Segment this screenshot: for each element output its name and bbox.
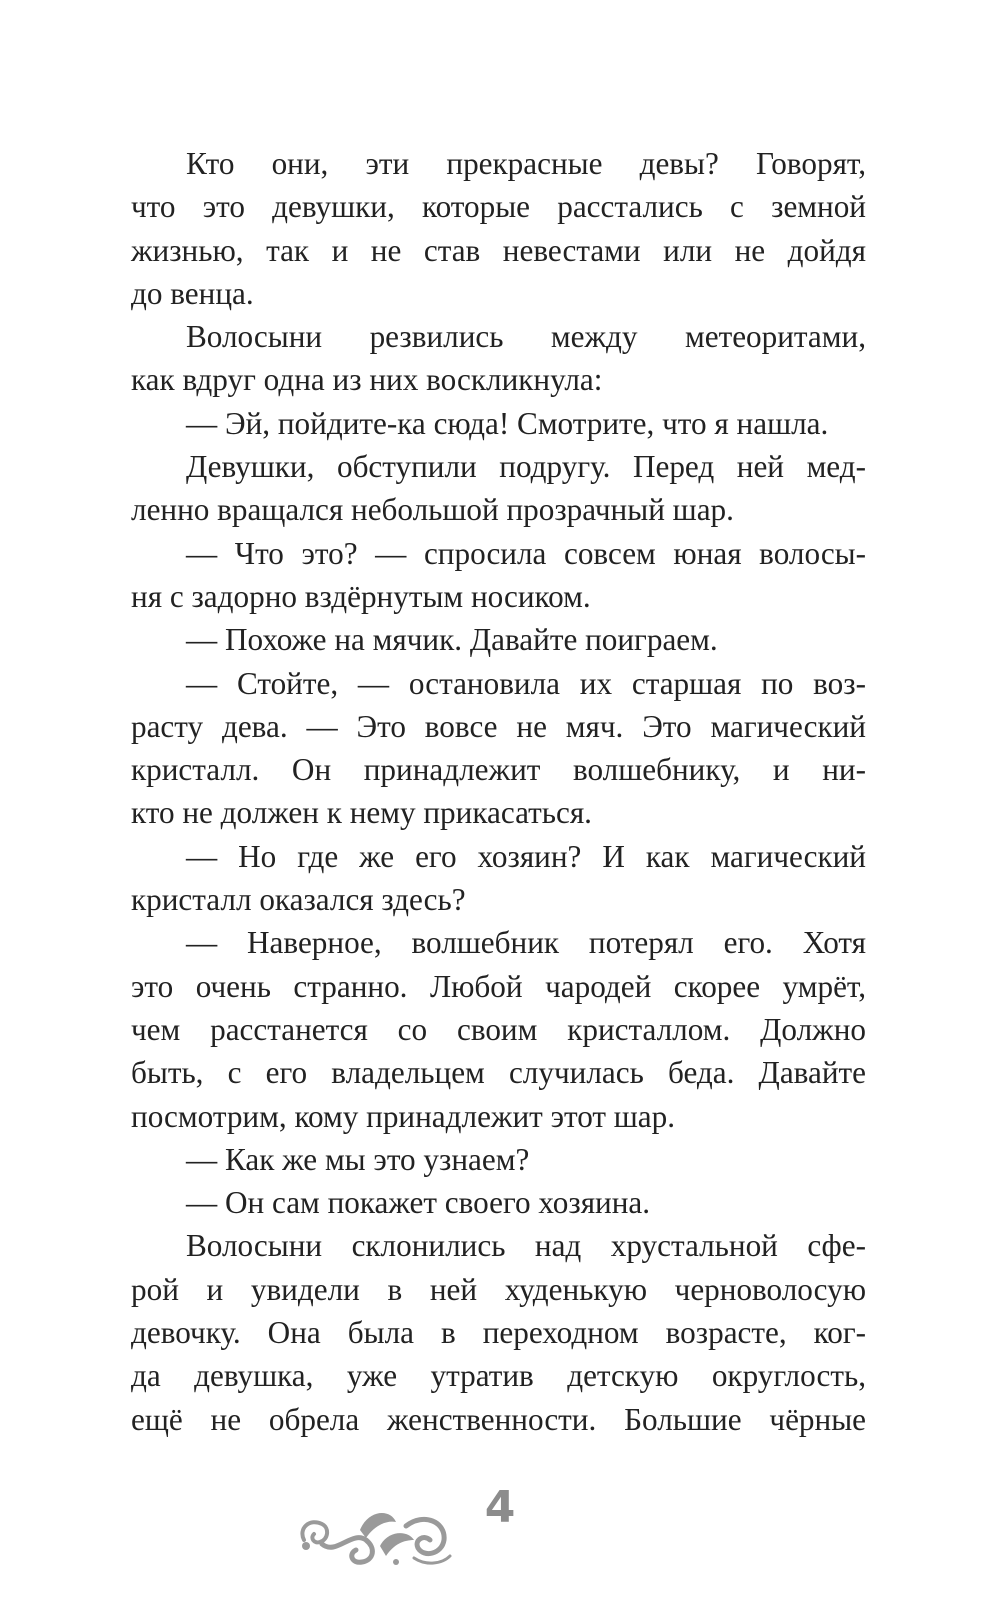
text-line: расту дева. — Это вовсе не мяч. Это магический (131, 708, 866, 744)
text-line: Волосыни склонились над хрустальной сфе- (186, 1228, 866, 1264)
text-line: ня с задорно вздёрнутым носиком. (131, 578, 591, 614)
text-line: быть, с его владельцем случилась беда. Давайте (131, 1055, 866, 1091)
text-line: — Похоже на мячик. Давайте поиграем. (186, 622, 718, 658)
text-line: жизнью, так и не став невестами или не дойдя (131, 232, 866, 268)
text-line: — Он сам покажет своего хозяина. (186, 1185, 651, 1221)
text-line: — Стойте, — остановила их старшая по воз- (186, 665, 866, 701)
text-line: кристалл оказался здесь? (131, 882, 466, 918)
text-line: что это девушки, которые расстались с земной (131, 189, 866, 225)
text-line: — Но где же его хозяин? И как магический (186, 838, 866, 874)
text-line: да девушка, уже утратив детскую округлость, (131, 1358, 866, 1394)
text-line: — Как же мы это узнаем? (186, 1141, 530, 1177)
text-line: рой и увидели в ней худенькую черноволосую (131, 1271, 866, 1307)
text-line: Девушки, обступили подругу. Перед ней мед- (186, 449, 866, 485)
text-line: кристалл. Он принадлежит волшебнику, и ни- (131, 752, 866, 788)
text-line: до венца. (131, 275, 254, 311)
text-line: кто не должен к нему прикасаться. (131, 795, 592, 831)
page-footer (0, 1460, 1000, 1580)
text-line: — Что это? — спросила совсем юная волосы- (186, 535, 866, 571)
text-line: Волосыни резвились между метеоритами, (186, 319, 866, 355)
text-line: — Наверное, волшебник потерял его. Хотя (186, 925, 866, 961)
text-line: это очень странно. Любой чародей скорее умрёт, (131, 968, 866, 1004)
text-line: посмотрим, кому принадлежит этот шар. (131, 1098, 676, 1134)
page-number: 4 (484, 1482, 516, 1533)
text-line: — Эй, пойдите-ка сюда! Смотрите, что я нашла. (186, 405, 829, 441)
text-line: девочку. Она была в переходном возрасте, ког- (131, 1315, 866, 1351)
floral-ornament-icon (296, 1500, 456, 1572)
text-line: как вдруг одна из них воскликнула: (131, 362, 603, 398)
text-line: Кто они, эти прекрасные девы? Говорят, (186, 146, 866, 181)
text-line: ленно вращался небольшой прозрачный шар. (131, 492, 734, 528)
body-text (131, 142, 866, 1441)
text-line: ещё не обрела женственности. Большие чёрные (131, 1401, 866, 1437)
text-line: чем расстанется со своим кристаллом. Должно (131, 1011, 866, 1047)
